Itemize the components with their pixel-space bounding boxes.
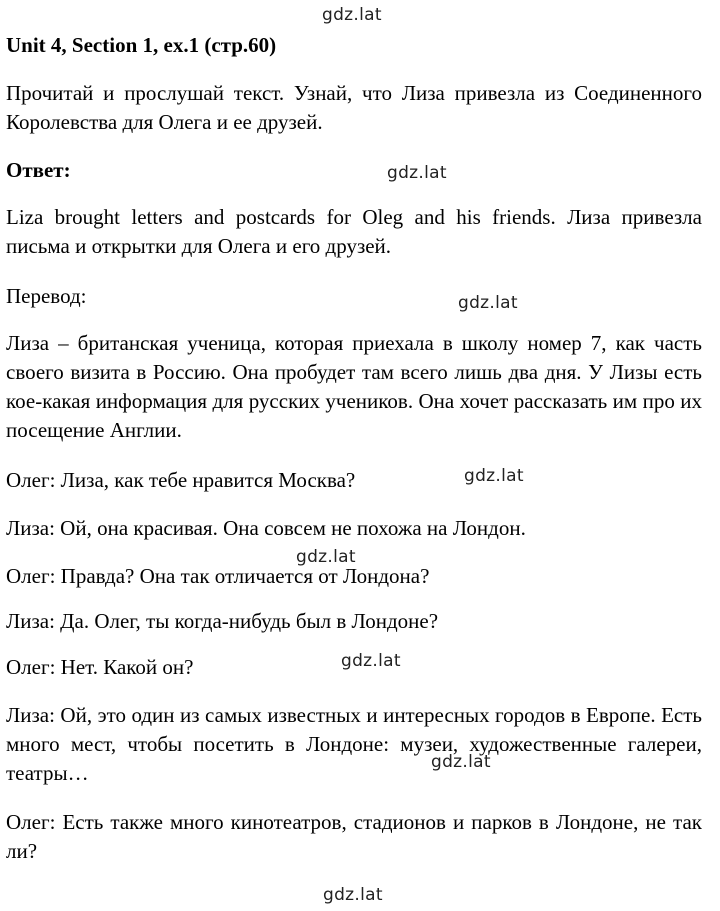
dialogue-line: Олег: Нет. Какой он? [6,655,194,679]
task-text: Прочитай и прослушай текст. Узнай, что Лиза привезла из Соединенного Королевства для Олега и ее друзей. [6,81,702,134]
watermark: gdz.lat [458,293,518,313]
dialogue-line: Лиза: Да. Олег, ты когда-нибудь был в Лондоне? [6,609,439,633]
translation-label: Перевод: [6,284,87,308]
watermark: gdz.lat [323,885,383,905]
answer-text: Liza brought letters and postcards for Oleg and his friends. Лиза привезла письма и открытки для Олега и его друзей. [6,205,702,258]
watermark: gdz.lat [322,5,382,25]
dialogue-line: Олег: Правда? Она так отличается от Лондона? [6,564,430,588]
dialogue-line: Олег: Лиза, как тебе нравится Москва? [6,468,356,492]
exercise-heading: Unit 4, Section 1, ex.1 (стр.60) [6,33,277,57]
watermark: gdz.lat [464,466,524,486]
dialogue-line: Лиза: Ой, она красивая. Она совсем не похожа на Лондон. [6,516,526,540]
answer-label: Ответ: [6,158,71,182]
translation-intro: Лиза – британская ученица, которая приехала в школу номер 7, как часть своего визита в Россию. Она пробудет там всего лишь два дня. У Лизы есть кое-какая информация для русских учеников. Она хочет рассказать им про их посещение Англии. [6,331,702,442]
watermark: gdz.lat [387,163,447,183]
dialogue-line: Олег: Есть также много кинотеатров, стадионов и парков в Лондоне, не так ли? [6,810,702,863]
dialogue-line: Лиза: Ой, это один из самых известных и интересных городов в Европе. Есть много мест, чтобы посетить в Лондоне: музеи, художественные галереи, театры… [6,703,702,785]
watermark: gdz.lat [431,752,491,772]
watermark: gdz.lat [341,651,401,671]
watermark: gdz.lat [296,547,356,567]
